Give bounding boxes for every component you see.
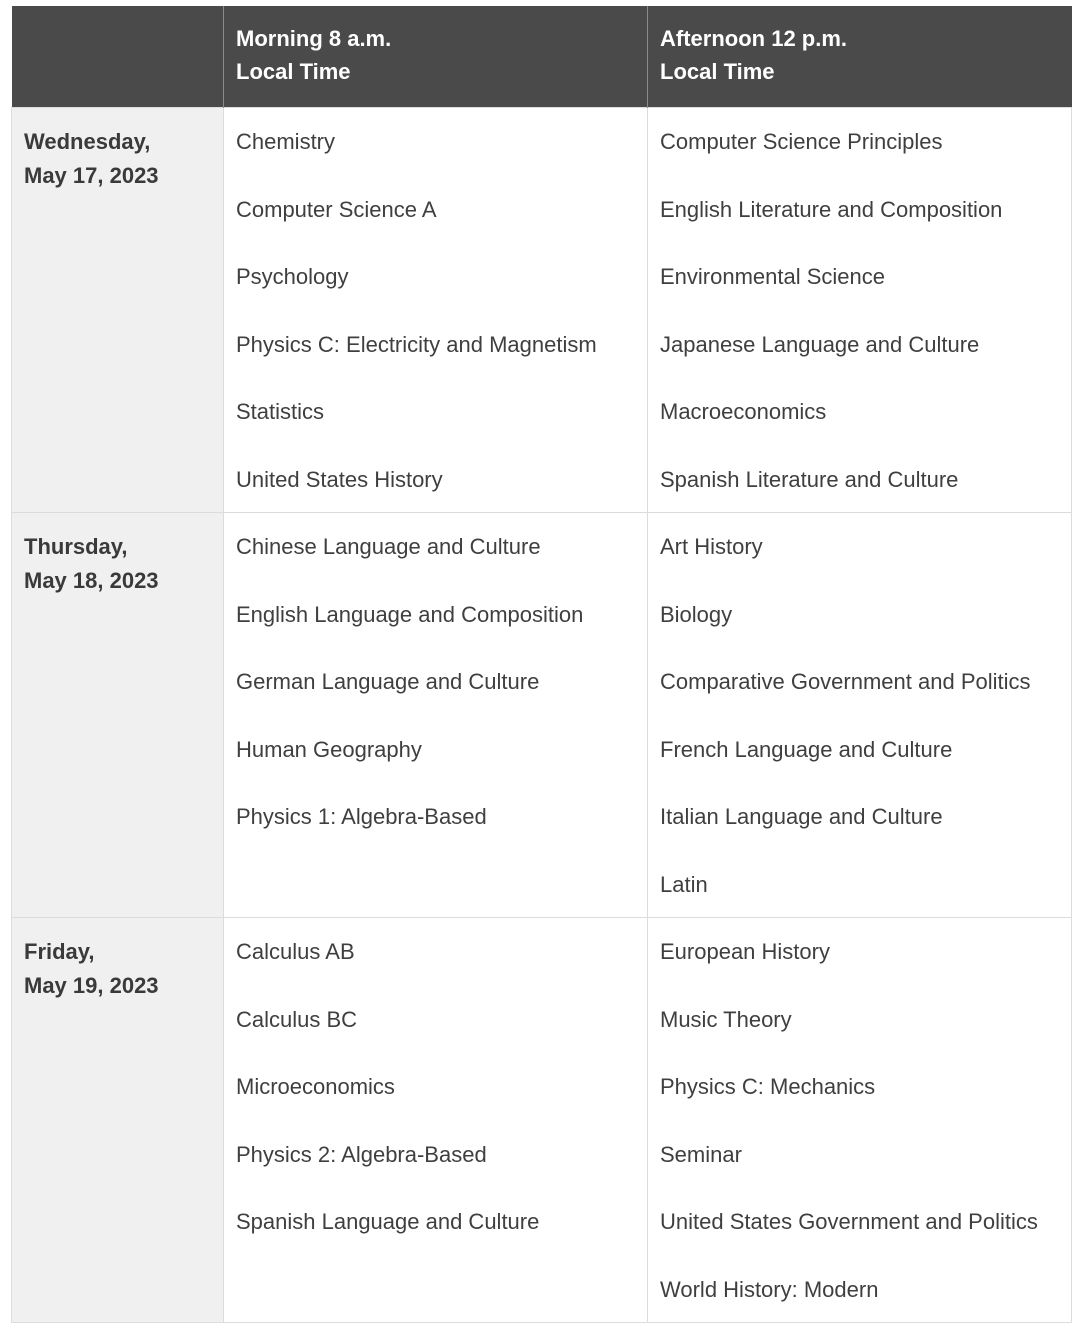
- exam-schedule-table: [11, 6, 1072, 1323]
- afternoon-cell: [648, 512, 1072, 917]
- exam-item: German Language and Culture: [236, 669, 540, 695]
- exam-item: Calculus BC: [236, 1006, 358, 1032]
- morning-cell: [224, 108, 648, 513]
- header-afternoon: [648, 6, 1072, 108]
- exam-item: Art History: [660, 533, 763, 559]
- header-morning-time: Morning 8 a.m.: [236, 26, 392, 51]
- exam-item: Physics C: Electricity and Magnetism: [236, 331, 597, 357]
- exam-item: Music Theory: [660, 1006, 792, 1032]
- exam-item: English Language and Composition: [236, 601, 584, 627]
- day-cell: [12, 512, 224, 917]
- header-morning-zone: Local Time: [236, 59, 351, 84]
- day-weekday: Friday,: [24, 938, 95, 964]
- exam-item: Macroeconomics: [660, 399, 827, 425]
- day-cell: [12, 108, 224, 513]
- exam-item: Computer Science Principles: [660, 129, 943, 154]
- exam-item: World History: Modern: [660, 1276, 879, 1302]
- morning-exam-list: [224, 918, 647, 1254]
- header-row: [12, 6, 1072, 108]
- header-day-column: [12, 6, 224, 108]
- afternoon-cell: [648, 917, 1072, 1322]
- exam-item: Environmental Science: [660, 264, 886, 290]
- header-afternoon-zone: Local Time: [660, 59, 775, 84]
- morning-exam-list: [224, 513, 647, 849]
- exam-item: Chemistry: [236, 129, 336, 154]
- exam-item: Physics C: Mechanics: [660, 1074, 876, 1100]
- morning-exam-list: [224, 108, 647, 512]
- day-date: May 19, 2023: [24, 972, 159, 998]
- day-date: May 17, 2023: [24, 163, 159, 188]
- exam-item: Human Geography: [236, 736, 422, 762]
- exam-item: English Literature and Composition: [660, 196, 1003, 222]
- exam-item: Biology: [660, 601, 733, 627]
- afternoon-exam-list: [648, 918, 1071, 1322]
- exam-item: European History: [660, 938, 830, 964]
- exam-item: Spanish Literature and Culture: [660, 466, 959, 492]
- exam-item: Computer Science A: [236, 196, 437, 222]
- exam-item: Physics 1: Algebra-Based: [236, 804, 487, 830]
- table-row-thursday: [12, 512, 1072, 917]
- exam-item: Microeconomics: [236, 1074, 395, 1100]
- morning-cell: [224, 917, 648, 1322]
- header-morning: [224, 6, 648, 108]
- exam-item: Seminar: [660, 1141, 742, 1167]
- exam-item: Calculus AB: [236, 938, 355, 964]
- afternoon-cell: [648, 108, 1072, 513]
- exam-item: Psychology: [236, 264, 349, 290]
- exam-item: Spanish Language and Culture: [236, 1209, 540, 1235]
- day-date: May 18, 2023: [24, 567, 159, 593]
- day-cell: [12, 917, 224, 1322]
- exam-item: United States History: [236, 466, 443, 492]
- morning-cell: [224, 512, 648, 917]
- afternoon-exam-list: [648, 513, 1071, 917]
- table-row-friday: [12, 917, 1072, 1322]
- exam-item: Comparative Government and Politics: [660, 669, 1031, 695]
- table-body: [12, 108, 1072, 1323]
- exam-item: Statistics: [236, 399, 325, 425]
- table-header: [12, 6, 1072, 108]
- day-weekday: Wednesday,: [24, 129, 151, 154]
- exam-item: French Language and Culture: [660, 736, 953, 762]
- exam-item: Physics 2: Algebra-Based: [236, 1141, 487, 1167]
- exam-item: Latin: [660, 871, 708, 897]
- header-afternoon-time: Afternoon 12 p.m.: [660, 26, 848, 51]
- day-weekday: Thursday,: [24, 533, 128, 559]
- afternoon-exam-list: [648, 108, 1071, 512]
- table-row-wednesday: [12, 108, 1072, 513]
- exam-item: Chinese Language and Culture: [236, 533, 541, 559]
- exam-item: United States Government and Politics: [660, 1209, 1038, 1235]
- exam-item: Italian Language and Culture: [660, 804, 943, 830]
- exam-item: Japanese Language and Culture: [660, 331, 980, 357]
